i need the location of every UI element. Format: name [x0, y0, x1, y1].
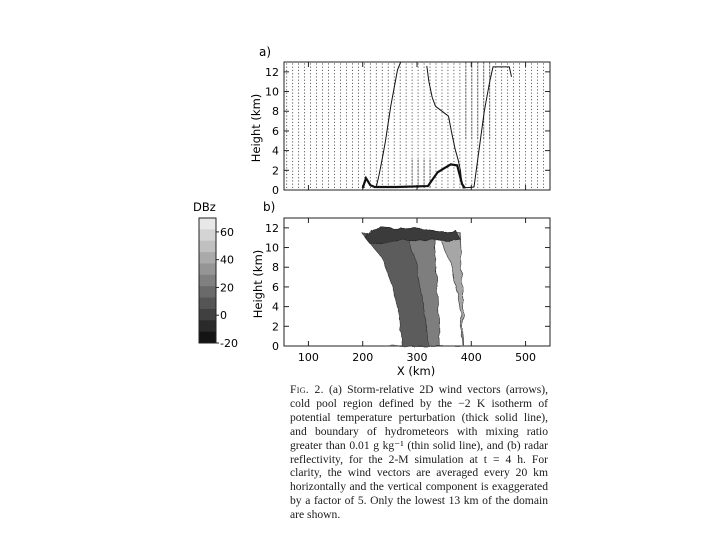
panel-a-ytick-label: 10: [265, 85, 279, 99]
panel-b-label: b): [263, 200, 276, 214]
colorbar-segment: [199, 298, 216, 310]
panel-b-ytick-label: 2: [272, 320, 279, 334]
colorbar-tick-label: 60: [220, 225, 234, 239]
panel-b-ylabel: Height (km): [251, 249, 265, 319]
colorbar-segment: [199, 309, 216, 321]
x-tick-label: 200: [352, 351, 374, 364]
colorbar-segment: [199, 320, 216, 332]
x-tick-label: 100: [297, 351, 319, 364]
panel-a-label: a): [259, 45, 272, 59]
panel-a-ylabel: Height (km): [249, 93, 263, 163]
panel-b-ytick-label: 6: [272, 280, 279, 294]
colorbar-segment: [199, 286, 216, 298]
colorbar-segment: [199, 275, 216, 287]
panel-b-ytick-label: 4: [272, 300, 279, 314]
panel-b-ytick-label: 12: [265, 221, 279, 235]
caption-text: (a) Storm-relative 2D wind vectors (arrows), cold pool region defined by the −2 K isotherm of potential temperature perturbation (thick solid line), and boundary of hydrometeors with mixing ratio greater than 0.01 g kg⁻¹ (thin solid line), and (b) radar reflectivity, for the 2-M simulation at t = 4 h. For clarity, the wind vectors are averaged every 20 km horizontally and the vertical component is exaggerated by a factor of 5. Only the lowest 13 km of the domain are shown.: [290, 383, 548, 522]
colorbar-segment: [199, 229, 216, 241]
panel-a-plot: [265, 62, 550, 197]
colorbar-tick-label: -20: [220, 337, 238, 350]
figure-caption: [290, 383, 548, 522]
panel-a-ytick-label: 0: [272, 184, 279, 197]
colorbar-title: DBz: [193, 200, 216, 214]
colorbar-segment: [199, 218, 216, 230]
x-tick-label: 300: [406, 351, 428, 364]
x-tick-label: 500: [515, 351, 537, 364]
panel-a-ytick-label: 8: [272, 105, 279, 119]
colorbar-segment: [199, 241, 216, 253]
panel-a-frame: [284, 62, 550, 190]
panel-a-ytick-label: 12: [265, 65, 279, 79]
panel-a-ytick-label: 4: [272, 144, 279, 158]
panel-a-ytick-label: 6: [272, 124, 279, 138]
x-tick-label: 400: [460, 351, 482, 364]
colorbar-tick-label: 0: [220, 309, 227, 323]
colorbar-segment: [199, 252, 216, 264]
hydrometeor-boundary: [427, 66, 512, 188]
x-axis-label: X (km): [396, 364, 436, 378]
panel-b-ytick-label: 10: [265, 241, 279, 255]
panel-a-ytick-label: 2: [272, 164, 279, 178]
colorbar-tick-label: 20: [220, 281, 234, 295]
panel-b-ytick-label: 8: [272, 261, 279, 275]
colorbar-tick-label: 40: [220, 253, 234, 267]
cold-pool-contour: [363, 164, 465, 188]
caption-label: Fig. 2.: [290, 383, 324, 396]
colorbar: [199, 218, 238, 350]
wind-vector-field: [287, 62, 544, 188]
panel-b-ytick-label: 0: [272, 340, 279, 353]
panel-b-plot: [265, 218, 550, 364]
colorbar-segment: [199, 263, 216, 275]
colorbar-segment: [199, 332, 216, 344]
